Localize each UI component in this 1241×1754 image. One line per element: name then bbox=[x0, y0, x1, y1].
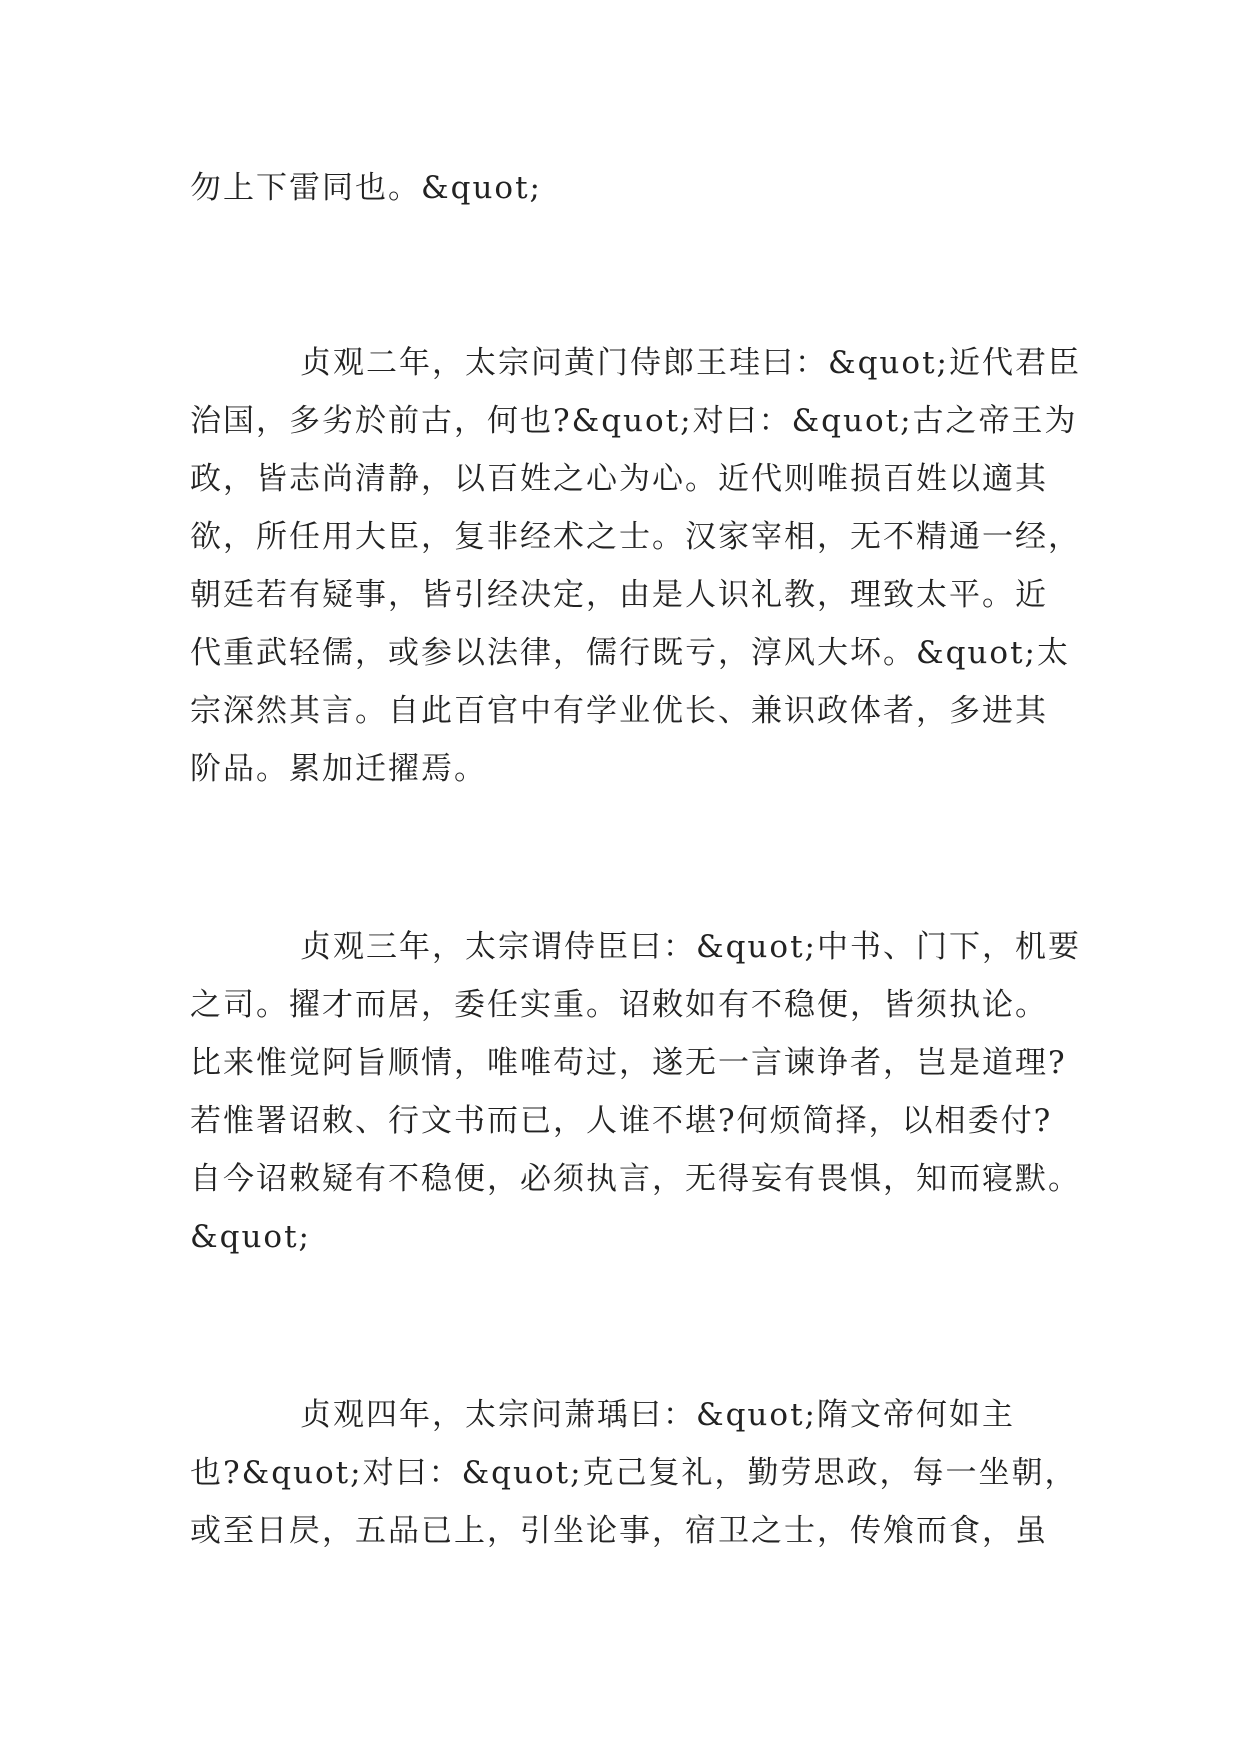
text-line: 代重武轻儒，或参以法律，儒行既亏，淳风大坏。&quot;太 bbox=[190, 635, 1070, 671]
text-line: 宗深然其言。自此百官中有学业优长、兼识政体者，多进其 bbox=[190, 693, 1048, 729]
paragraph-1 bbox=[190, 159, 1050, 217]
text-line: 勿上下雷同也。&quot; bbox=[190, 170, 542, 206]
text-line: 朝廷若有疑事，皆引经决定，由是人识礼教，理致太平。近 bbox=[190, 577, 1048, 613]
text-line: 贞观三年，太宗谓侍臣曰：&quot;中书、门下，机要 bbox=[300, 929, 1081, 965]
text-line: 自今诏敕疑有不稳便，必须执言，无得妄有畏惧，知而寝默。 bbox=[190, 1161, 1081, 1197]
text-line: 若惟署诏敕、行文书而已，人谁不堪?何烦简择，以相委付? bbox=[190, 1103, 1053, 1139]
text-line: 之司。擢才而居，委任实重。诏敕如有不稳便，皆须执论。 bbox=[190, 987, 1048, 1023]
text-line: &quot; bbox=[190, 1219, 311, 1255]
text-line: 治国，多劣於前古，何也?&quot;对曰：&quot;古之帝王为 bbox=[190, 403, 1078, 439]
text-line: 欲，所任用大臣，复非经术之士。汉家宰相，无不精通一经， bbox=[190, 519, 1081, 555]
paragraph-3 bbox=[190, 918, 1081, 1266]
text-line: 或至日昃，五品已上，引坐论事，宿卫之士，传飧而食，虽 bbox=[190, 1513, 1048, 1549]
text-line: 比来惟觉阿旨顺情，唯唯苟过，遂无一言谏诤者，岂是道理? bbox=[190, 1045, 1067, 1081]
paragraph-4 bbox=[190, 1386, 1078, 1560]
text-line: 也?&quot;对曰：&quot;克己复礼，勤劳思政，每一坐朝， bbox=[190, 1455, 1078, 1491]
paragraph-2 bbox=[190, 334, 1081, 798]
text-line: 阶品。累加迁擢焉。 bbox=[190, 751, 487, 787]
text-line: 贞观二年，太宗问黄门侍郎王珪曰：&quot;近代君臣 bbox=[300, 345, 1081, 381]
text-line: 贞观四年，太宗问萧瑀曰：&quot;隋文帝何如主 bbox=[300, 1397, 1015, 1433]
text-line: 政，皆志尚清静，以百姓之心为心。近代则唯损百姓以適其 bbox=[190, 461, 1048, 497]
